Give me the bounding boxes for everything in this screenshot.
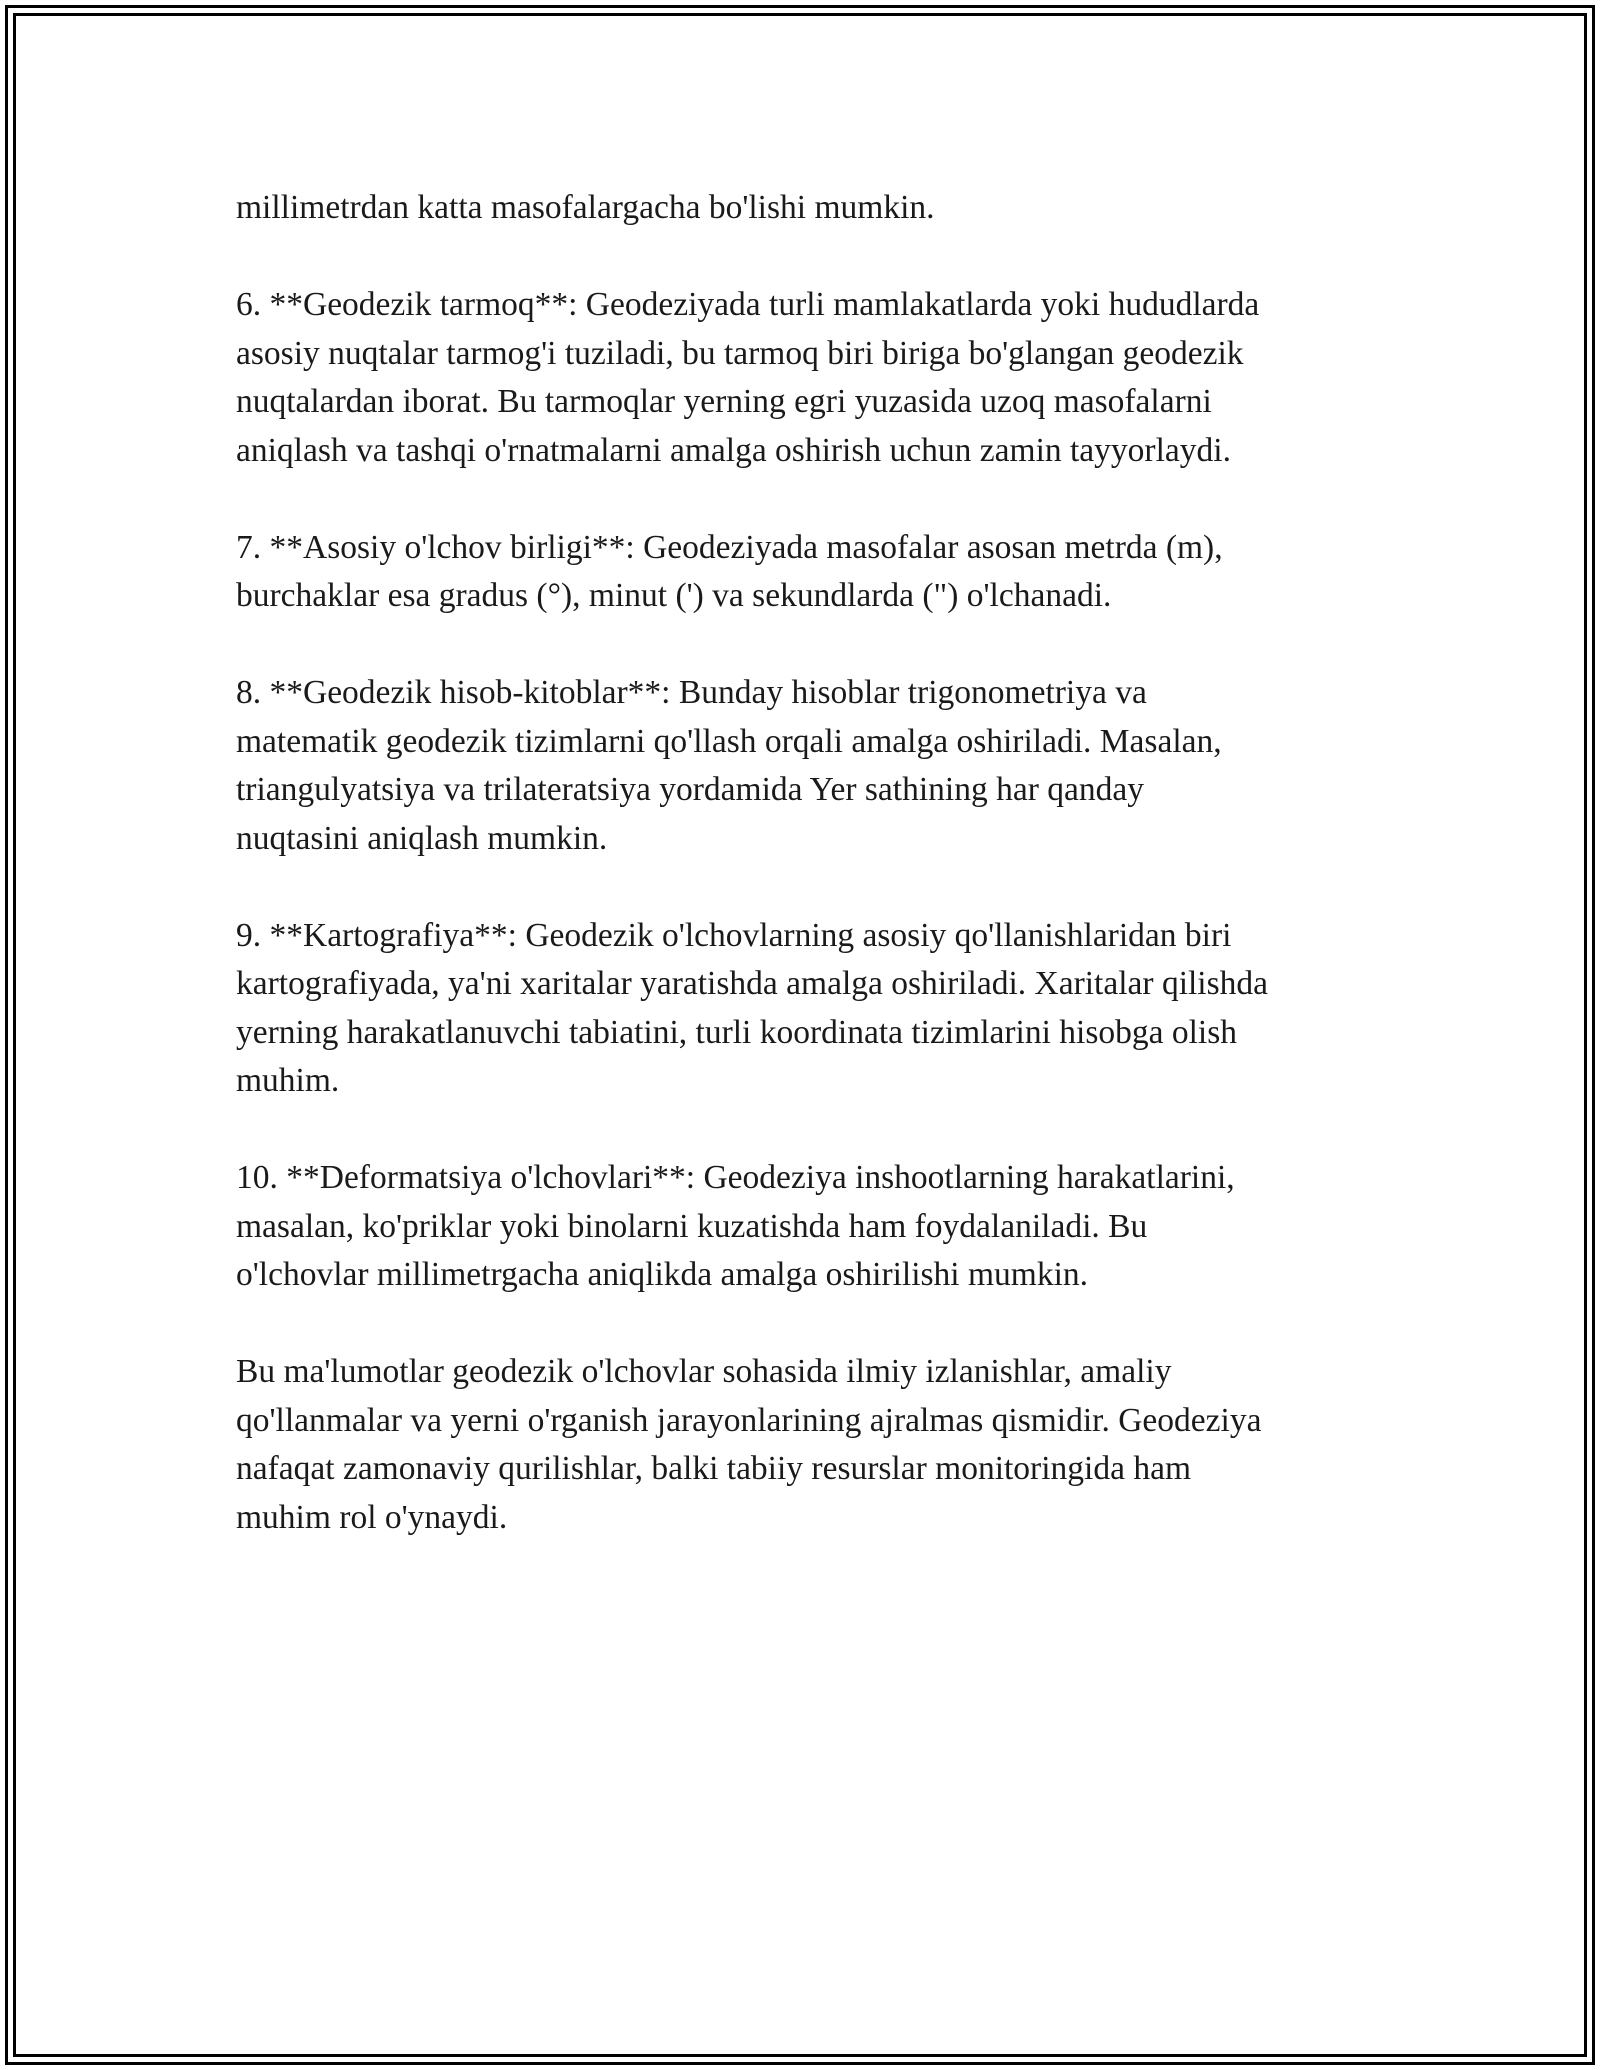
paragraph-conclusion: Bu ma'lumotlar geodezik o'lchovlar sohasida ilmiy izlanishlar, amaliy qo'llanmalar va yerni o'rganish jarayonlarining ajralmas qismidir. Geodeziya nafaqat zamonaviy qurilishlar, balki tabiiy resurslar monitoringida ham muhim rol o'ynaydi. [236,1353,1262,1536]
paragraph-geodezik-tarmoq: 6. **Geodezik tarmoq**: Geodeziyada turli mamlakatlarda yoki hududlarda asosiy nuqtalar tarmog'i tuziladi, bu tarmoq biri biriga bo'glangan geodezik nuqtalardan iborat. Bu tarmoqlar yerning egri yuzasida uzoq masofalarni aniqlash va tashqi o'rnatmalarni amalga oshirish uchun zamin tayyorlaydi. [236,286,1260,469]
paragraph-olchov-birligi: 7. **Asosiy o'lchov birligi**: Geodeziyada masofalar asosan metrda (m), burchaklar esa gradus (°), minut (') va sekundlarda (") o'lchanadi. [236,528,1223,614]
paragraph-hisob-kitoblar: 8. **Geodezik hisob-kitoblar**: Bunday hisoblar trigonometriya va matematik geodezik tizimlarni qo'llash orqali amalga oshiriladi. Masalan, triangulyatsiya va trilateratsiya yordamida Yer sathining har qanday nuqtasini aniqlash mumkin. [236,674,1222,857]
document-body [236,184,1376,1591]
paragraph-kartografiya: 9. **Kartografiya**: Geodezik o'lchovlarning asosiy qo'llanishlaridan biri kartografiyada, ya'ni xaritalar yaratishda amalga oshiriladi. Xaritalar qilishda yerning harakatlanuvchi tabiatini, turli koordinata tizimlarini hisobga olish muhim. [236,916,1269,1099]
paragraph-continuation: millimetrdan katta masofalargacha bo'lishi mumkin. [236,189,935,226]
paragraph-deformatsiya: 10. **Deformatsiya o'lchovlari**: Geodeziya inshootlarning harakatlarini, masalan, ko'priklar yoki binolarni kuzatishda ham foydalaniladi. Bu o'lchovlar millimetrgacha aniqlikda amalga oshirilishi mumkin. [236,1159,1235,1293]
